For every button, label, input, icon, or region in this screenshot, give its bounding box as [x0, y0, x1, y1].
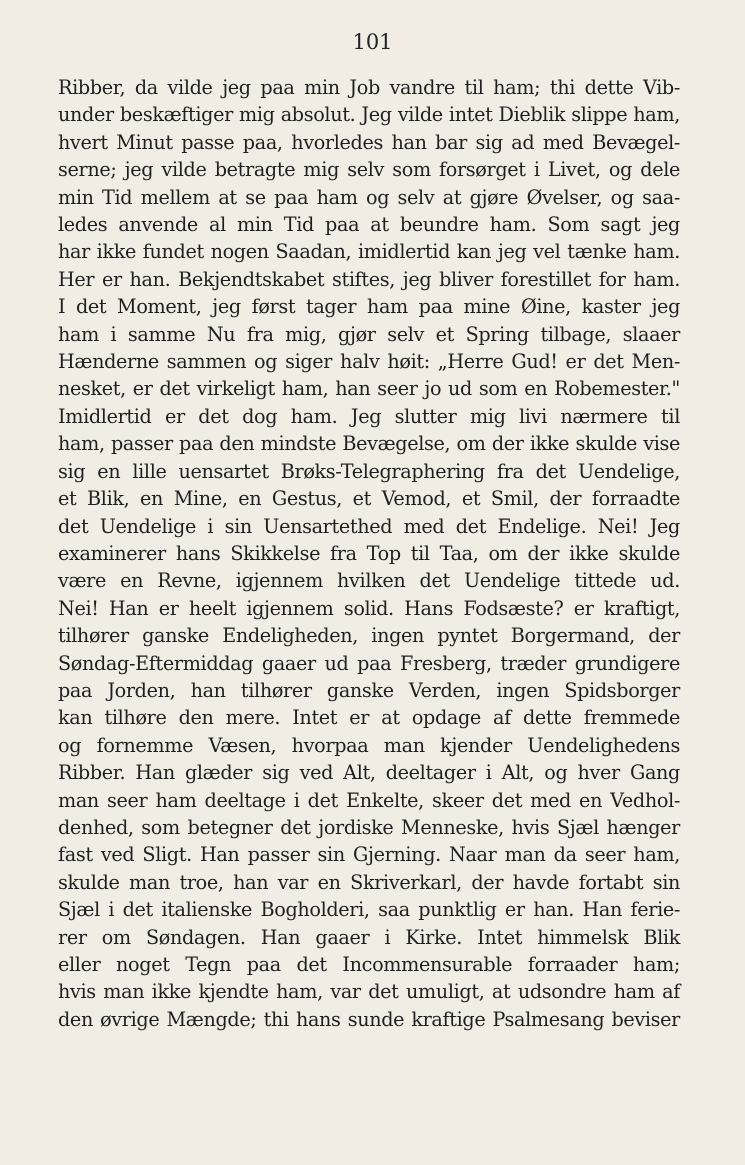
text-line: være en Revne, igjennem hvilken det Uendelige tittede ud. [58, 569, 680, 593]
text-line: rer om Søndagen. Han gaaer i Kirke. Intet himmelsk Blik [58, 925, 680, 949]
text-line: hvert Minut passe paa, hvorledes han bar sig ad med Bevægel- [58, 130, 680, 154]
text-line: fast ved Sligt. Han passer sin Gjerning. Naar man da seer ham, [58, 843, 680, 867]
text-line: Sjæl i det italienske Bogholderi, saa punktlig er han. Han ferie- [58, 898, 680, 922]
text-line: nesket, er det virkeligt ham, han seer jo ud som en Robemester." [58, 377, 680, 401]
text-line: denhed, som betegner det jordiske Menneske, hvis Sjæl hænger [58, 815, 680, 839]
text-line: har ikke fundet nogen Saadan, imidlertid kan jeg vel tænke ham. [58, 240, 680, 264]
text-line: kan tilhøre den mere. Intet er at opdage af dette fremmede [58, 706, 680, 730]
text-line: Her er han. Bekjendtskabet stiftes, jeg bliver forestillet for ham. [58, 267, 680, 291]
text-line: eller noget Tegn paa det Incommensurable forraader ham; [58, 953, 680, 976]
text-line: Ribber, da vilde jeg paa min Job vandre til ham; thi dette Vib- [58, 76, 680, 99]
text-line: tilhører ganske Endeligheden, ingen pyntet Borgermand, der [58, 624, 680, 648]
text-line: det Uendelige i sin Uensartethed med det Endelige. Nei! Jeg [58, 514, 680, 538]
text-line: man seer ham deeltage i det Enkelte, skeer det med en Vedhol- [58, 788, 680, 812]
text-line: ledes anvende al min Tid paa at beundre ham. Som sagt jeg [58, 213, 680, 237]
text-line: Hænderne sammen og siger halv høit: „Herre Gud! er det Men- [58, 350, 680, 374]
text-line: sig en lille uensartet Brøks-Telegraphering fra det Uendelige, [58, 459, 680, 483]
body-text [58, 74, 680, 1033]
text-line: serne; jeg vilde betragte mig selv som forsørget i Livet, og dele [58, 158, 680, 182]
text-line: under beskæftiger mig absolut. Jeg vilde intet Dieblik slippe ham, [58, 103, 680, 127]
text-line: Søndag-Eftermiddag gaaer ud paa Fresberg, træder grundigere [58, 651, 680, 675]
page-number: 101 [352, 30, 393, 54]
text-line: et Blik, en Mine, en Gestus, et Vemod, et Smil, der forraadte [58, 487, 680, 511]
text-line: skulde man troe, han var en Skriverkarl, der havde fortabt sin [58, 870, 680, 894]
text-line: Nei! Han er heelt igjennem solid. Hans Fodsæste? er kraftigt, [58, 596, 680, 620]
text-line: hvis man ikke kjendte ham, var det umuligt, at udsondre ham af [58, 980, 680, 1004]
text-line: paa Jorden, han tilhører ganske Verden, ingen Spidsborger [58, 678, 680, 702]
text-line: ham i samme Nu fra mig, gjør selv et Spring tilbage, slaaer [58, 322, 680, 346]
text-line: Imidlertid er det dog ham. Jeg slutter mig livi nærmere til [58, 404, 680, 428]
text-line: I det Moment, jeg først tager ham paa mine Øine, kaster jeg [58, 295, 680, 319]
text-line: examinerer hans Skikkelse fra Top til Taa, om der ikke skulde [58, 541, 680, 565]
text-line: Ribber. Han glæder sig ved Alt, deeltager i Alt, og hver Gang [58, 761, 680, 785]
text-line: min Tid mellem at se paa ham og selv at gjøre Øvelser, og saa- [58, 185, 680, 209]
text-line: og fornemme Væsen, hvorpaa man kjender Uendelighedens [58, 733, 680, 757]
text-line: den øvrige Mængde; thi hans sunde kraftige Psalmesang beviser [58, 1007, 680, 1031]
text-line: ham, passer paa den mindste Bevægelse, om der ikke skulde vise [58, 432, 680, 456]
